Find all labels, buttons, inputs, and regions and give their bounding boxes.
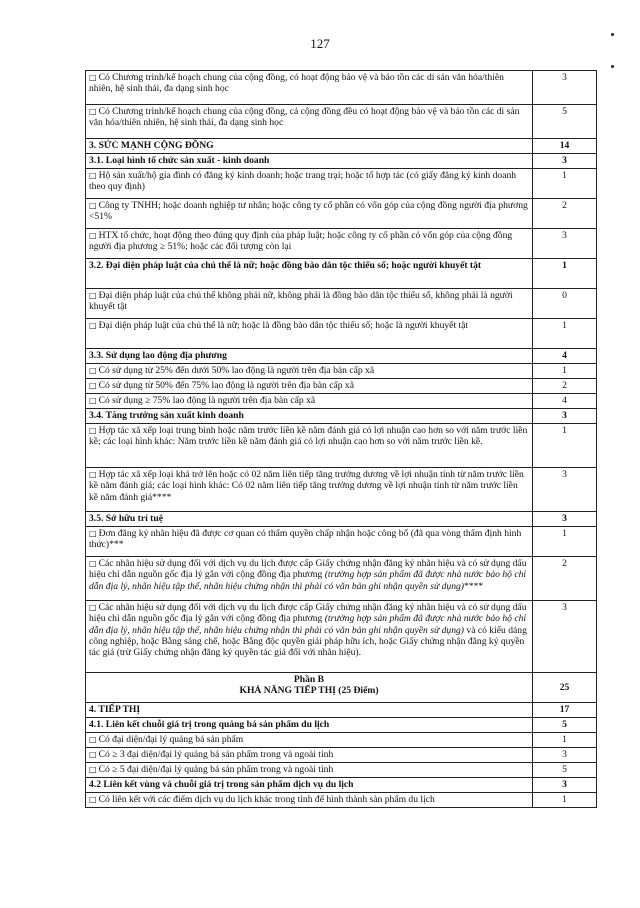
criterion-cell [86, 601, 533, 673]
checkbox-icon: □ [89, 231, 97, 240]
criterion-row [86, 71, 597, 105]
score-cell: 3 [533, 154, 597, 169]
score-cell: 3 [533, 601, 597, 673]
scan-mark [611, 33, 614, 36]
score-cell: 2 [533, 199, 597, 229]
criterion-row [86, 468, 597, 512]
checkbox-icon: □ [89, 426, 97, 435]
criterion-cell [86, 763, 533, 778]
criterion-text: Các nhãn hiệu sử dụng đối với dịch vụ du lịch được cấp Giấy chứng nhận đăng ký nhãn hiệu và có sử dụng dấu hiệu chỉ dẫn nguồn gốc địa lý gắn với cộng đồng địa phương [89, 602, 527, 625]
score-cell: 1 [533, 364, 597, 379]
criterion-row [86, 601, 597, 673]
score-cell: 5 [533, 718, 597, 733]
criterion-text: Có Chương trình/kế hoạch chung của cộng đồng, cả cộng đồng đều có hoạt động bảo vệ và bảo tồn các di sản văn hóa/thiên nhiên, hệ sinh thái, đa dạng sinh học [89, 106, 520, 129]
criterion-text: Có ≥ 5 đại diện/đại lý quảng bá sản phẩm trong và ngoài tỉnh [98, 764, 334, 775]
section-row [86, 718, 597, 733]
criterion-row [86, 557, 597, 601]
criterion-note: (trường hợp sản phẩm đã được nhà nước bảo hộ chỉ dẫn địa lý, nhãn hiệu tập thể, nhãn hiệu chứng nhận thì phải có văn bản ghi nhận quyền sử dụng) [89, 569, 527, 592]
criterion-row [86, 364, 597, 379]
criterion-row [86, 748, 597, 763]
criterion-text: Đại diện pháp luật của chủ thể là nữ; hoặc là đồng bào dân tộc thiểu số; hoặc là người khuyết tật [98, 320, 469, 331]
checkbox-icon: □ [89, 529, 97, 538]
criterion-text: Hợp tác xã xếp loại trung bình hoặc năm trước liền kề năm đánh giá có lợi nhuận cao hơn so với năm trước liền kề; các loại hình khác: Năm trước liền kề năm đánh giá có lợi nhuận cao hơn so với năm trước liền kề. [89, 425, 528, 448]
criterion-text: 3.1. Loại hình tổ chức sản xuất - kinh doanh [89, 155, 270, 166]
criterion-text-tail: và có kiểu dáng công nghiệp, hoặc Bằng sáng chế, hoặc Bằng độc quyền giải pháp hữu ích, hoặc Giấy chứng nhận đăng ký quyền tác giả (trừ Giấy chứng nhận đăng ký quyền tác giả đối với nhãn hiệu). [89, 624, 527, 659]
checkbox-icon: □ [89, 201, 97, 210]
score-cell: 1 [533, 733, 597, 748]
criterion-cell [86, 394, 533, 409]
criterion-text: Đại diện pháp luật của chủ thể không phải nữ, không phải là đồng bào dân tộc thiểu số, không phải là người khuyết tật [89, 290, 513, 313]
score-cell: 4 [533, 394, 597, 409]
checkbox-icon: □ [89, 750, 97, 759]
section-row [86, 349, 597, 364]
criterion-cell [86, 319, 533, 349]
score-cell: 1 [533, 319, 597, 349]
criterion-text: Có đại diện/đại lý quảng bá sản phẩm [98, 734, 244, 745]
score-cell: 3 [533, 229, 597, 259]
criterion-cell [86, 364, 533, 379]
criterion-row [86, 527, 597, 557]
criterion-cell [86, 778, 533, 793]
score-cell: 14 [533, 139, 597, 154]
criteria-table [85, 70, 597, 808]
checkbox-icon: □ [89, 735, 97, 744]
score-cell: 1 [533, 793, 597, 808]
criterion-text: 4. TIẾP THỊ [89, 704, 141, 715]
checkbox-icon: □ [89, 559, 97, 568]
criterion-cell [86, 289, 533, 319]
criterion-cell [86, 349, 533, 364]
page-number: 127 [310, 36, 330, 51]
score-cell: 3 [533, 468, 597, 512]
criterion-cell [86, 259, 533, 289]
score-cell: 3 [533, 512, 597, 527]
checkbox-icon: □ [89, 470, 97, 479]
criterion-cell [86, 718, 533, 733]
criterion-cell [86, 105, 533, 139]
checkbox-icon: □ [89, 171, 97, 180]
score-cell: 3 [533, 778, 597, 793]
criterion-row [86, 379, 597, 394]
checkbox-icon: □ [89, 381, 97, 390]
criterion-row [86, 199, 597, 229]
criterion-row [86, 319, 597, 349]
part-subtitle: KHẢ NĂNG TIẾP THỊ (25 Điểm) [239, 685, 379, 697]
score-cell: 1 [533, 169, 597, 199]
section-row [86, 703, 597, 718]
score-cell: 3 [533, 748, 597, 763]
criterion-row [86, 229, 597, 259]
criterion-text: HTX tổ chức, hoạt động theo đúng quy định của pháp luật; hoặc công ty cổ phần có vốn góp của cộng đồng người địa phương ≥ 51%; hoặc các đối tượng còn lại [89, 230, 513, 253]
score-cell: 3 [533, 409, 597, 424]
part-heading-row [86, 673, 597, 703]
criterion-row [86, 169, 597, 199]
scan-mark [611, 65, 614, 68]
section-row [86, 139, 597, 154]
checkbox-icon: □ [89, 603, 97, 612]
score-cell: 1 [533, 527, 597, 557]
score-cell: 17 [533, 703, 597, 718]
criterion-text: 4.1. Liên kết chuỗi giá trị trong quảng bá sản phẩm du lịch [89, 719, 330, 730]
criterion-text: Đơn đăng ký nhãn hiệu đã được cơ quan có thẩm quyền chấp nhận hoặc công bố (đã qua vòng thẩm định hình thức)*** [89, 528, 522, 551]
score-cell: 2 [533, 557, 597, 601]
criterion-text: Có sử dụng từ 25% đến dưới 50% lao động là người trên địa bàn cấp xã [98, 365, 375, 376]
criterion-cell [86, 557, 533, 601]
checkbox-icon: □ [89, 107, 97, 116]
criterion-row [86, 394, 597, 409]
criterion-cell [86, 229, 533, 259]
criterion-note: (trường hợp sản phẩm đã được nhà nước bảo hộ chỉ dẫn địa lý, nhãn hiệu tập thể, nhãn hiệu chứng nhận thì phải có văn bản ghi nhận quyền sử dụng) [89, 613, 527, 636]
checkbox-icon: □ [89, 73, 97, 82]
score-cell: 3 [533, 71, 597, 105]
checkbox-icon: □ [89, 765, 97, 774]
criterion-cell [86, 139, 533, 154]
criterion-text: 4.2 Liên kết vùng và chuỗi giá trị trong sản phẩm dịch vụ du lịch [89, 779, 354, 790]
criterion-text: Có liên kết với các điểm dịch vụ du lịch khác trong tỉnh để hình thành sản phẩm du lịch [98, 794, 435, 805]
checkbox-icon: □ [89, 366, 97, 375]
criterion-text: Công ty TNHH; hoặc doanh nghiệp tư nhân; hoặc công ty cổ phần có vốn góp của cộng đồng người địa phương <51% [89, 200, 528, 223]
criterion-cell [86, 703, 533, 718]
score-cell: 5 [533, 763, 597, 778]
score-cell: 1 [533, 424, 597, 468]
criterion-cell [86, 154, 533, 169]
score-cell: 2 [533, 379, 597, 394]
criterion-cell [86, 169, 533, 199]
criterion-cell [86, 748, 533, 763]
criterion-row [86, 793, 597, 808]
criterion-cell [86, 793, 533, 808]
criterion-cell [86, 424, 533, 468]
criterion-cell [86, 71, 533, 105]
criterion-row [86, 424, 597, 468]
criterion-row [86, 733, 597, 748]
section-row [86, 409, 597, 424]
checkbox-icon: □ [89, 291, 97, 300]
criterion-cell [86, 409, 533, 424]
score-cell: 4 [533, 349, 597, 364]
criterion-text: Có Chương trình/kế hoạch chung của cộng đồng, có hoạt động bảo vệ và bảo tồn các di sản văn hóa/thiên nhiên, hệ sinh thái, đa dạng sinh học [89, 72, 504, 95]
criterion-cell [86, 468, 533, 512]
criterion-cell [86, 527, 533, 557]
criterion-row [86, 105, 597, 139]
criterion-text: Có sử dụng từ 50% đến 75% lao động là người trên địa bàn cấp xã [98, 380, 354, 391]
criterion-cell [86, 199, 533, 229]
criterion-cell [86, 673, 533, 703]
criterion-text: 3.5. Sở hữu trí tuệ [89, 513, 163, 524]
score-cell: 1 [533, 259, 597, 289]
criterion-cell [86, 733, 533, 748]
criterion-text: 3.4. Tăng trưởng sản xuất kinh doanh [89, 410, 244, 421]
criterion-row [86, 763, 597, 778]
score-cell: 5 [533, 105, 597, 139]
score-cell: 25 [533, 673, 597, 703]
checkbox-icon: □ [89, 321, 97, 330]
checkbox-icon: □ [89, 795, 97, 804]
section-row [86, 154, 597, 169]
criterion-row [86, 289, 597, 319]
criterion-cell [86, 512, 533, 527]
criterion-text: Hợp tác xã xếp loại khá trở lên hoặc có 02 năm liên tiếp tăng trưởng dương về lợi nhuận tính từ năm trước liền kề năm đánh giá; các loại hình khác: Có 02 năm liên tiếp tăng trưởng dương về lợi nhuận tính từ năm trước liền kề năm đánh giá**** [89, 469, 524, 503]
checkbox-icon: □ [89, 396, 97, 405]
criterion-cell [86, 379, 533, 394]
part-title: Phần B [293, 674, 325, 685]
section-row [86, 512, 597, 527]
criterion-text: Có ≥ 3 đại diện/đại lý quảng bá sản phẩm trong và ngoài tỉnh [98, 749, 334, 760]
criterion-text: 3.3. Sử dụng lao động địa phương [89, 350, 227, 361]
criterion-text: Hộ sản xuất/hộ gia đình có đăng ký kinh doanh; hoặc trang trại; hoặc tổ hợp tác (có giấy đăng ký kinh doanh theo quy định) [89, 170, 517, 193]
score-cell: 0 [533, 289, 597, 319]
section-row [86, 778, 597, 793]
section-row [86, 259, 597, 289]
criterion-text: 3.2. Đại diện pháp luật của chủ thể là nữ; hoặc đồng bào dân tộc thiểu số; hoặc người khuyết tật [89, 260, 482, 271]
criterion-text: Các nhãn hiệu sử dụng đối với dịch vụ du lịch được cấp Giấy chứng nhận đăng ký nhãn hiệu và có sử dụng dấu hiệu chỉ dẫn nguồn gốc địa lý gắn với cộng đồng địa phương [89, 558, 527, 581]
criterion-text-tail: **** [463, 580, 484, 592]
criterion-text: Có sử dụng ≥ 75% lao động là người trên địa bàn cấp xã [98, 395, 316, 406]
criterion-text: 3. SỨC MẠNH CỘNG ĐỒNG [89, 140, 214, 151]
